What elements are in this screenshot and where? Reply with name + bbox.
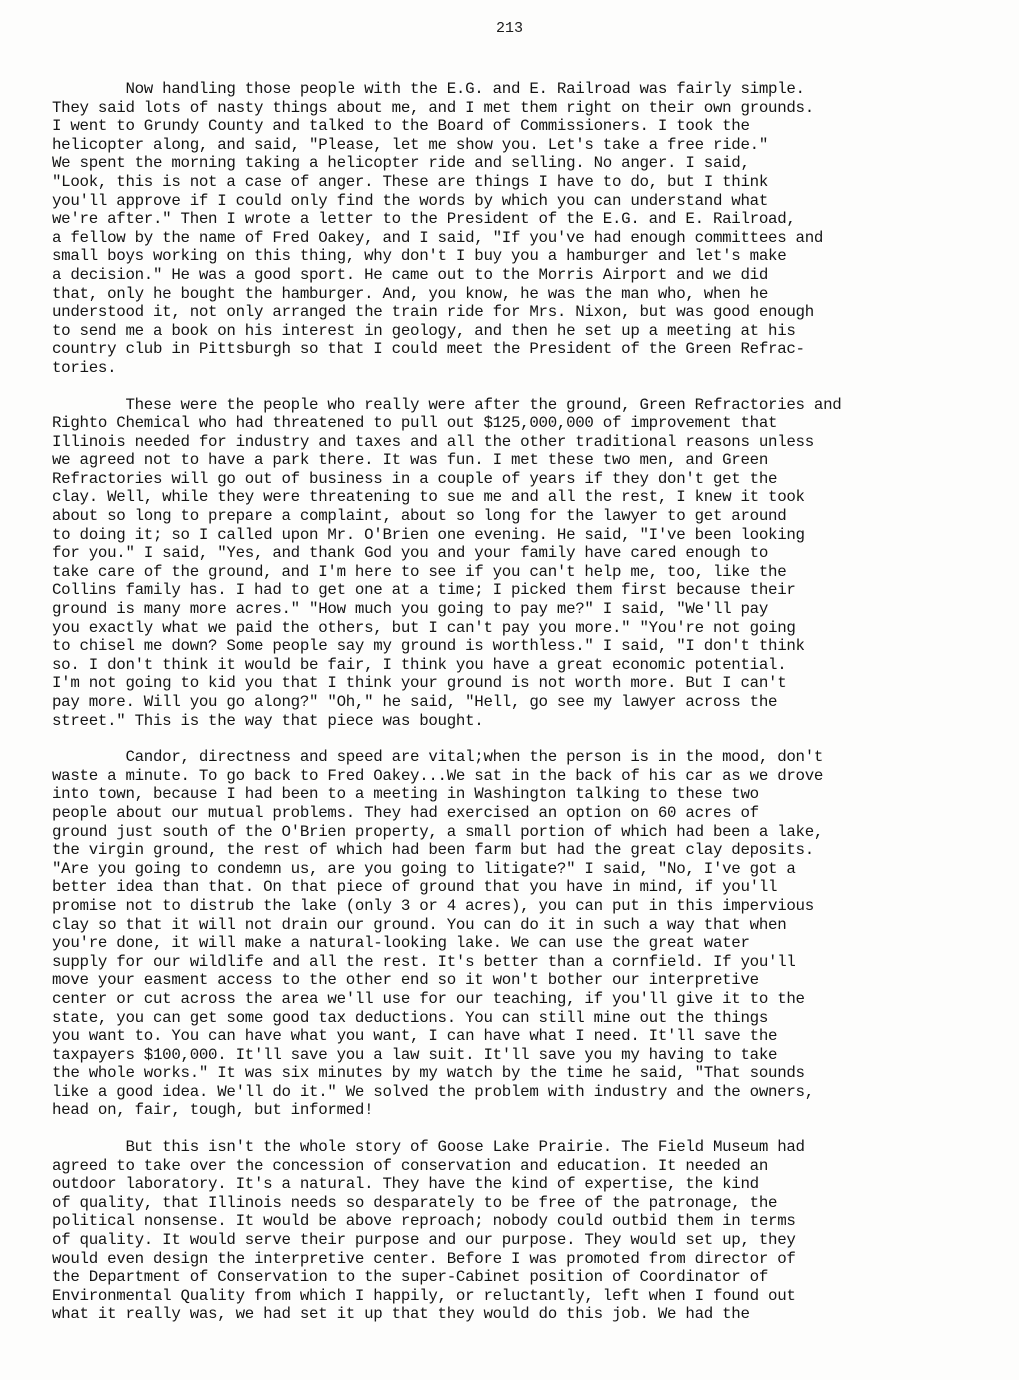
text-line: Illinois needed for industry and taxes and all the other traditional reasons unless <box>52 432 814 451</box>
text-line: Candor, directness and speed are vital;when the person is in the mood, don't <box>52 748 824 767</box>
text-line: We spent the morning taking a helicopter ride and selling. No anger. I said, <box>52 154 750 173</box>
text-line: that, only he bought the hamburger. And, you know, he was the man who, when he <box>52 284 769 303</box>
text-line: we're after." Then I wrote a letter to the President of the E.G. and E. Railroad, <box>52 210 796 229</box>
text-line: small boys working on this thing, why don't I buy you a hamburger and let's make <box>52 247 787 266</box>
text-line: street." This is the way that piece was bought. <box>52 711 484 730</box>
text-line: to doing it; so I called upon Mr. O'Brien one evening. He said, "I've been looking <box>52 525 805 544</box>
text-line: you'll approve if I could only find the words by which you can understand what <box>52 191 769 210</box>
text-line: country club in Pittsburgh so that I could meet the President of the Green Refrac- <box>52 340 805 359</box>
text-line: Refractories will go out of business in a couple of years if they don't get the <box>52 469 778 488</box>
text-line: helicopter along, and said, "Please, let me show you. Let's take a free ride." <box>52 135 769 154</box>
text-line: into town, because I had been to a meeting in Washington talking to these two <box>52 785 759 804</box>
text-line: of quality. It would serve their purpose and our purpose. They would set up, they <box>52 1231 796 1250</box>
text-line: Environmental Quality from which I happily, or reluctantly, left when I found out <box>52 1286 796 1305</box>
text-line: take care of the ground, and I'm here to see if you can't help me, too, like the <box>52 562 787 581</box>
text-line: political nonsense. It would be above reproach; nobody could outbid them in terms <box>52 1212 796 1231</box>
text-line: you're done, it will make a natural-looking lake. We can use the great water <box>52 934 750 953</box>
text-line: understood it, not only arranged the train ride for Mrs. Nixon, but was good enough <box>52 303 814 322</box>
text-line: a fellow by the name of Fred Oakey, and I said, "If you've had enough committees and <box>52 228 824 247</box>
text-line: move your easment access to the other end so it won't bother our interpretive <box>52 971 759 990</box>
text-line: like a good idea. We'll do it." We solved the problem with industry and the owners, <box>52 1082 814 1101</box>
text-line: I went to Grundy County and talked to the Board of Commissioners. I took the <box>52 117 750 136</box>
text-line: These were the people who really were after the ground, Green Refractories and <box>52 395 842 414</box>
text-line: Now handling those people with the E.G. and E. Railroad was fairly simple. <box>52 80 805 98</box>
text-line: They said lots of nasty things about me, and I met them right on their own grounds. <box>52 98 814 117</box>
text-line: to send me a book on his interest in geology, and then he set up a meeting at his <box>52 321 796 340</box>
text-line: you exactly what we paid the others, but I can't pay you more." "You're not going <box>52 618 796 637</box>
paragraph <box>52 396 1000 731</box>
text-line: ground just south of the O'Brien property, a small portion of which had been a lake, <box>52 822 824 841</box>
text-line: agreed to take over the concession of conservation and education. It needed an <box>52 1156 769 1175</box>
text-line: promise not to distrub the lake (only 3 or 4 acres), you can put in this impervious <box>52 896 814 915</box>
text-line: clay. Well, while they were threatening to sue me and all the rest, I knew it took <box>52 488 805 507</box>
text-line: a decision." He was a good sport. He came out to the Morris Airport and we did <box>52 265 769 284</box>
text-line: so. I don't think it would be fair, I think you have a great economic potential. <box>52 655 787 674</box>
page-number: 213 <box>495 20 523 37</box>
paragraph <box>52 748 1000 1120</box>
text-line: the whole works." It was six minutes by my watch by the time he said, "That sounds <box>52 1064 805 1083</box>
text-line: I'm not going to kid you that I think your ground is not worth more. But I can't <box>52 674 787 693</box>
text-line: of quality, that Illinois needs so desparately to be free of the patronage, the <box>52 1193 778 1212</box>
text-line: "Are you going to condemn us, are you going to litigate?" I said, "No, I've got a <box>52 859 796 878</box>
text-line: center or cut across the area we'll use for our teaching, if you'll give it to the <box>52 989 805 1008</box>
text-line: clay so that it will not drain our ground. You can do it in such a way that when <box>52 915 787 934</box>
text-line: taxpayers $100,000. It'll save you a law suit. It'll save you my having to take <box>52 1045 778 1064</box>
text-line: you want to. You can have what you want, I can have what I need. It'll save the <box>52 1027 778 1046</box>
text-line: Collins family has. I had to get one at a time; I picked them first because their <box>52 581 796 600</box>
text-line: "Look, this is not a case of anger. These are things I have to do, but I think <box>52 172 769 191</box>
body-text <box>52 80 1000 1342</box>
text-line: people about our mutual problems. They had exercised an option on 60 acres of <box>52 803 759 822</box>
text-line: tories. <box>52 358 117 377</box>
paragraph <box>52 80 1000 378</box>
text-line: head on, fair, tough, but informed! <box>52 1101 374 1120</box>
text-line: waste a minute. To go back to Fred Oakey...We sat in the back of his car as we drove <box>52 766 824 785</box>
text-line: But this isn't the whole story of Goose Lake Prairie. The Field Museum had <box>52 1138 805 1157</box>
text-line: what it really was, we had set it up that they would do this job. We had the <box>52 1305 750 1324</box>
text-line: would even design the interpretive center. Before I was promoted from director of <box>52 1249 796 1268</box>
text-line: about so long to prepare a complaint, about so long for the lawyer to get around <box>52 507 787 526</box>
text-line: better idea than that. On that piece of ground that you have in mind, if you'll <box>52 878 778 897</box>
text-line: state, you can get some good tax deductions. You can still mine out the things <box>52 1008 769 1027</box>
text-line: to chisel me down? Some people say my ground is worthless." I said, "I don't think <box>52 637 805 656</box>
text-line: for you." I said, "Yes, and thank God you and your family have cared enough to <box>52 544 769 563</box>
text-line: Righto Chemical who had threatened to pull out $125,000,000 of improvement that <box>52 414 778 433</box>
paragraph <box>52 1138 1000 1324</box>
text-line: pay more. Will you go along?" "Oh," he said, "Hell, go see my lawyer across the <box>52 693 778 711</box>
text-line: ground is many more acres." "How much you going to pay me?" I said, "We'll pay <box>52 600 769 619</box>
text-line: we agreed not to have a park there. It was fun. I met these two men, and Green <box>52 451 769 470</box>
text-line: the virgin ground, the rest of which had been farm but had the great clay deposits. <box>52 841 814 860</box>
text-line: outdoor laboratory. It's a natural. They have the kind of expertise, the kind <box>52 1175 759 1194</box>
text-line: the Department of Conservation to the super-Cabinet position of Coordinator of <box>52 1268 769 1287</box>
text-line: supply for our wildlife and all the rest. It's better than a cornfield. If you'll <box>52 952 796 971</box>
